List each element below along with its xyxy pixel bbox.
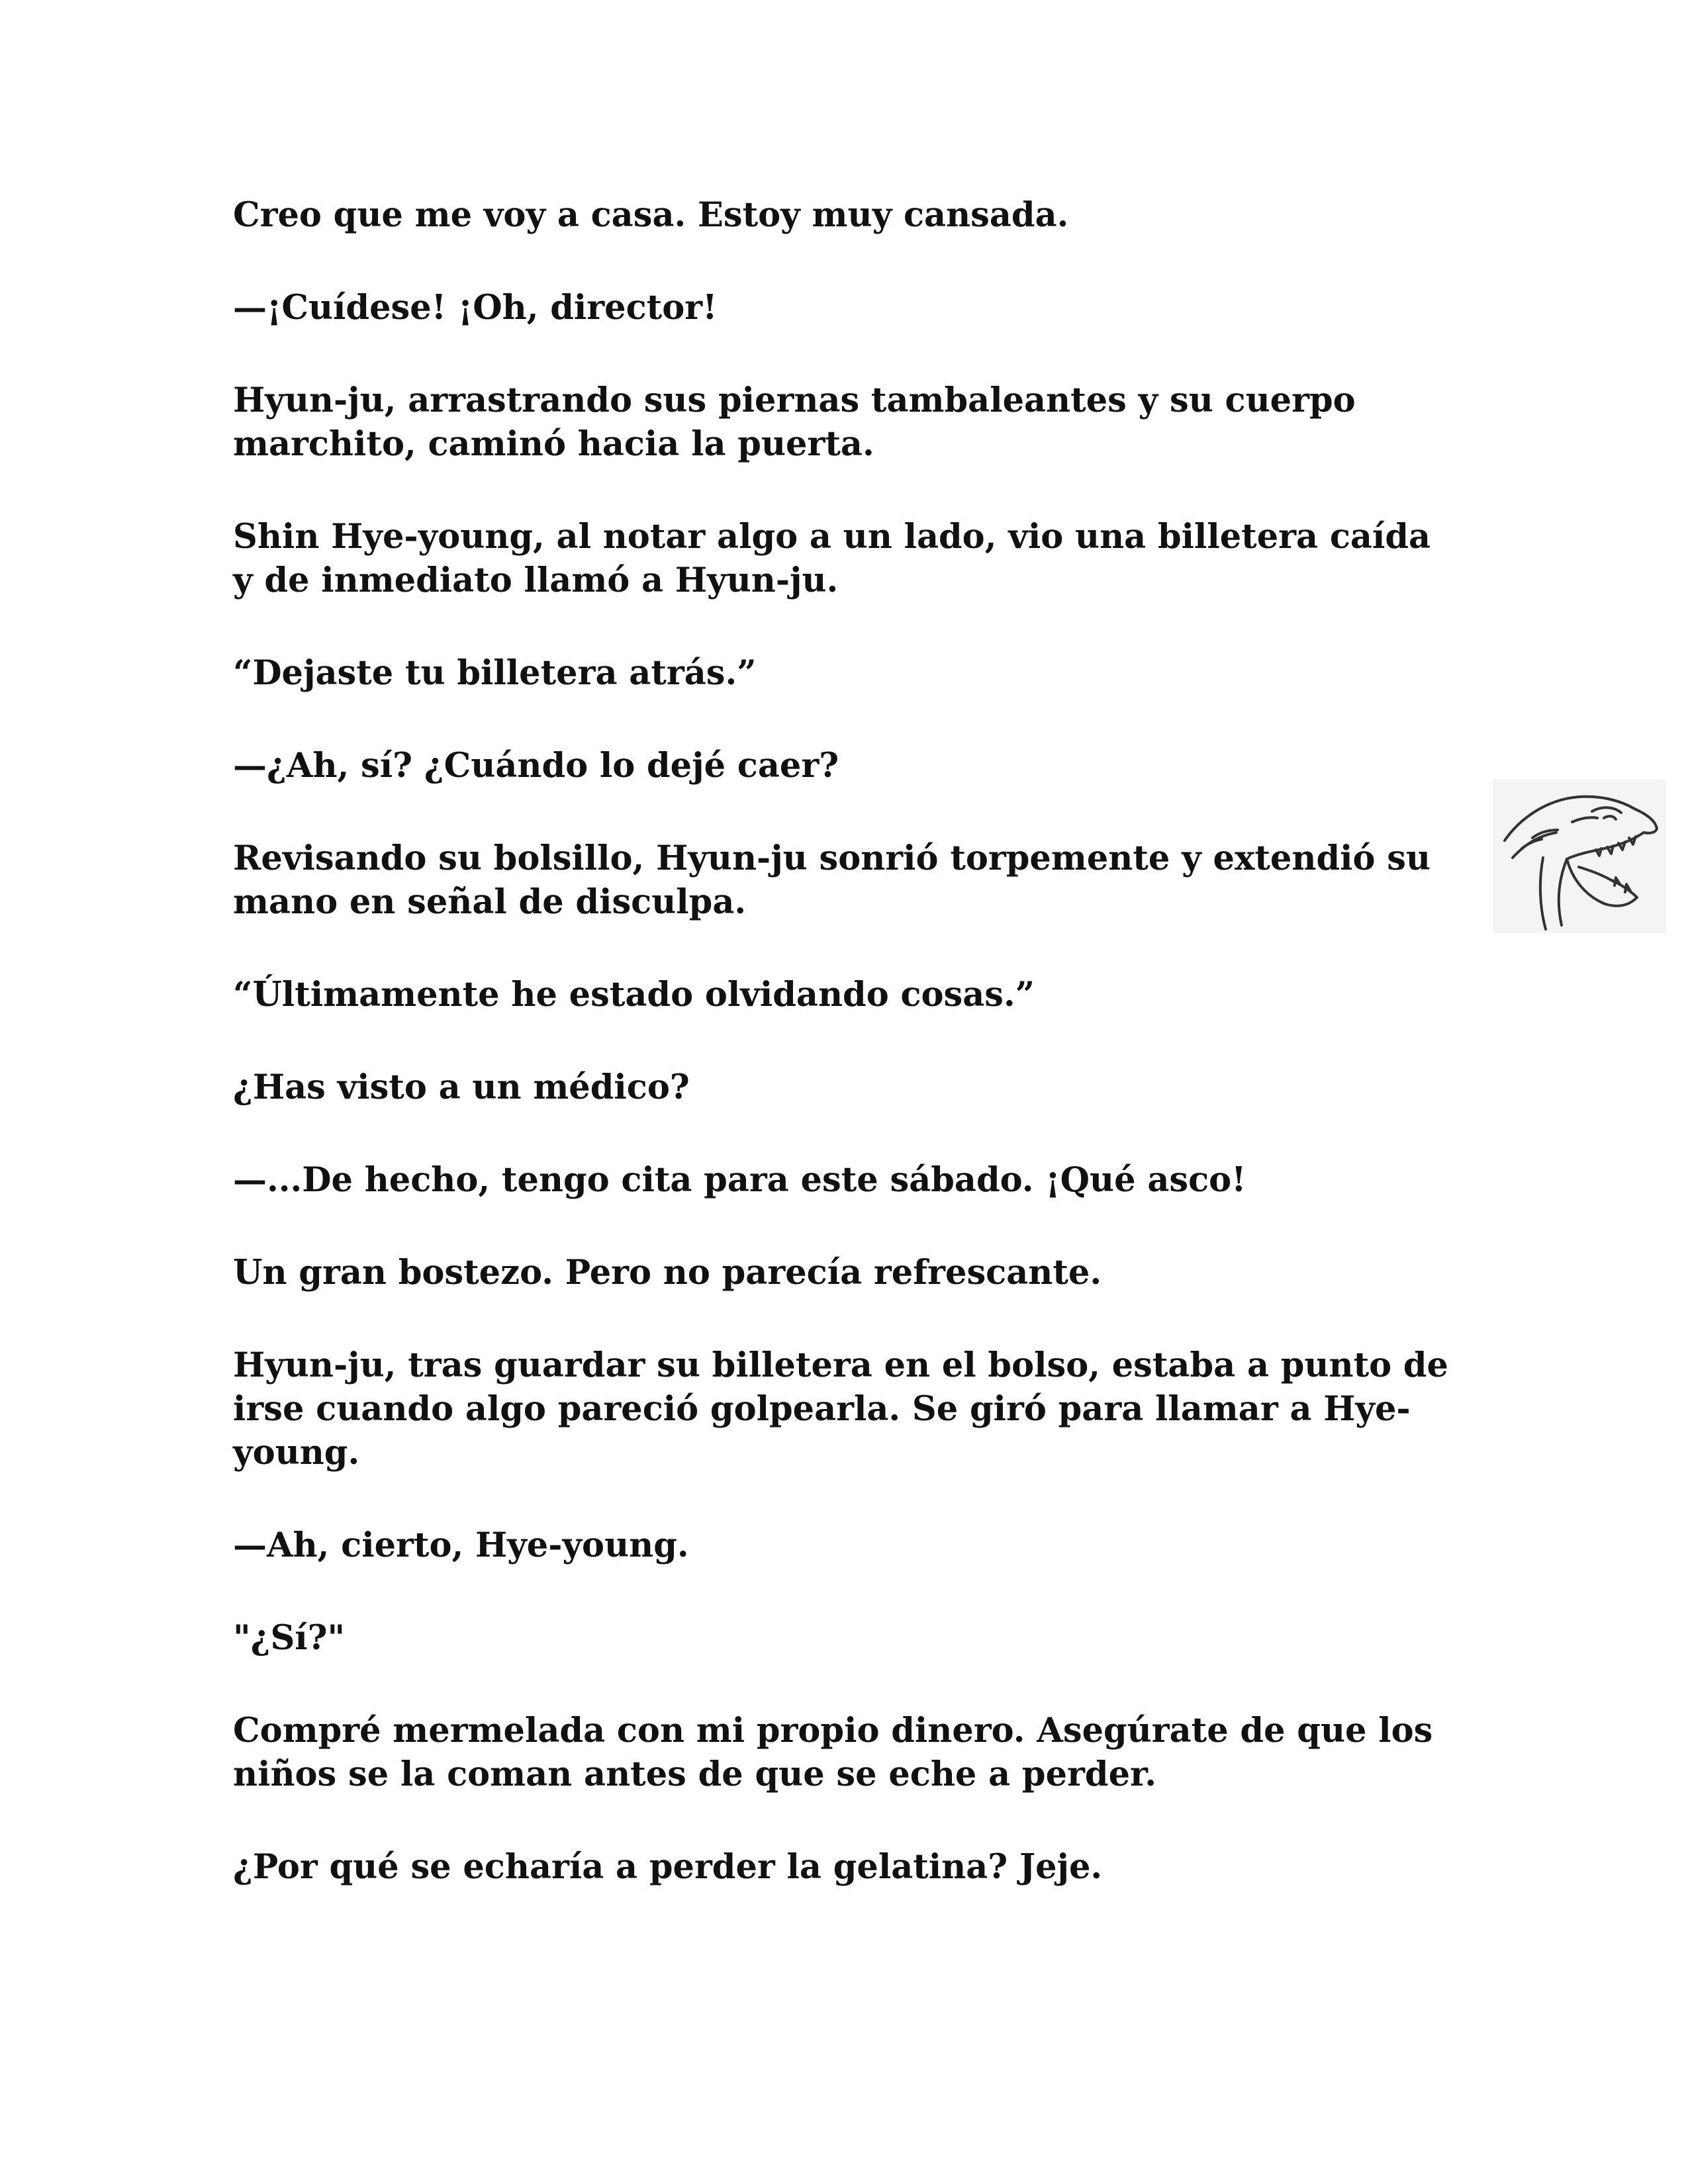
paragraph: “Últimamente he estado olvidando cosas.” [233, 975, 1035, 1015]
paragraph: "¿Sí?" [233, 1618, 346, 1658]
paragraph: —Ah, cierto, Hye-young. [233, 1525, 689, 1565]
paragraph: ¿Has visto a un médico? [233, 1068, 690, 1107]
paragraph: —...De hecho, tengo cita para este sábado. ¡Qué asco! [233, 1160, 1246, 1200]
paragraph: Hyun-ju, arrastrando sus piernas tambaleantes y su cuerpo marchito, caminó hacia la puerta. [233, 381, 1356, 464]
paragraph: —¿Ah, sí? ¿Cuándo lo dejé caer? [233, 746, 839, 786]
paragraph: —¡Cuídese! ¡Oh, director! [233, 288, 718, 328]
paragraph: Creo que me voy a casa. Estoy muy cansada. [233, 195, 1069, 235]
dinosaur-head-icon [1493, 780, 1666, 933]
paragraph: ¿Por qué se echaría a perder la gelatina? Jeje. [233, 1847, 1103, 1887]
paragraph: Shin Hye-young, al notar algo a un lado, vio una billetera caída y de inmediato llamó a Hyun-ju. [233, 517, 1431, 600]
paragraph: Revisando su bolsillo, Hyun-ju sonrió torpemente y extendió su mano en señal de disculpa. [233, 839, 1431, 922]
document-body [233, 193, 1458, 1938]
paragraph: Hyun-ju, tras guardar su billetera en el bolso, estaba a punto de irse cuando algo pareció golpearla. Se giró para llamar a Hye-young. [233, 1345, 1448, 1473]
paragraph: “Dejaste tu billetera atrás.” [233, 653, 757, 693]
paragraph: Compré mermelada con mi propio dinero. Asegúrate de que los niños se la coman antes de que se eche a perder. [233, 1711, 1433, 1794]
paragraph: Un gran bostezo. Pero no parecía refrescante. [233, 1253, 1102, 1293]
